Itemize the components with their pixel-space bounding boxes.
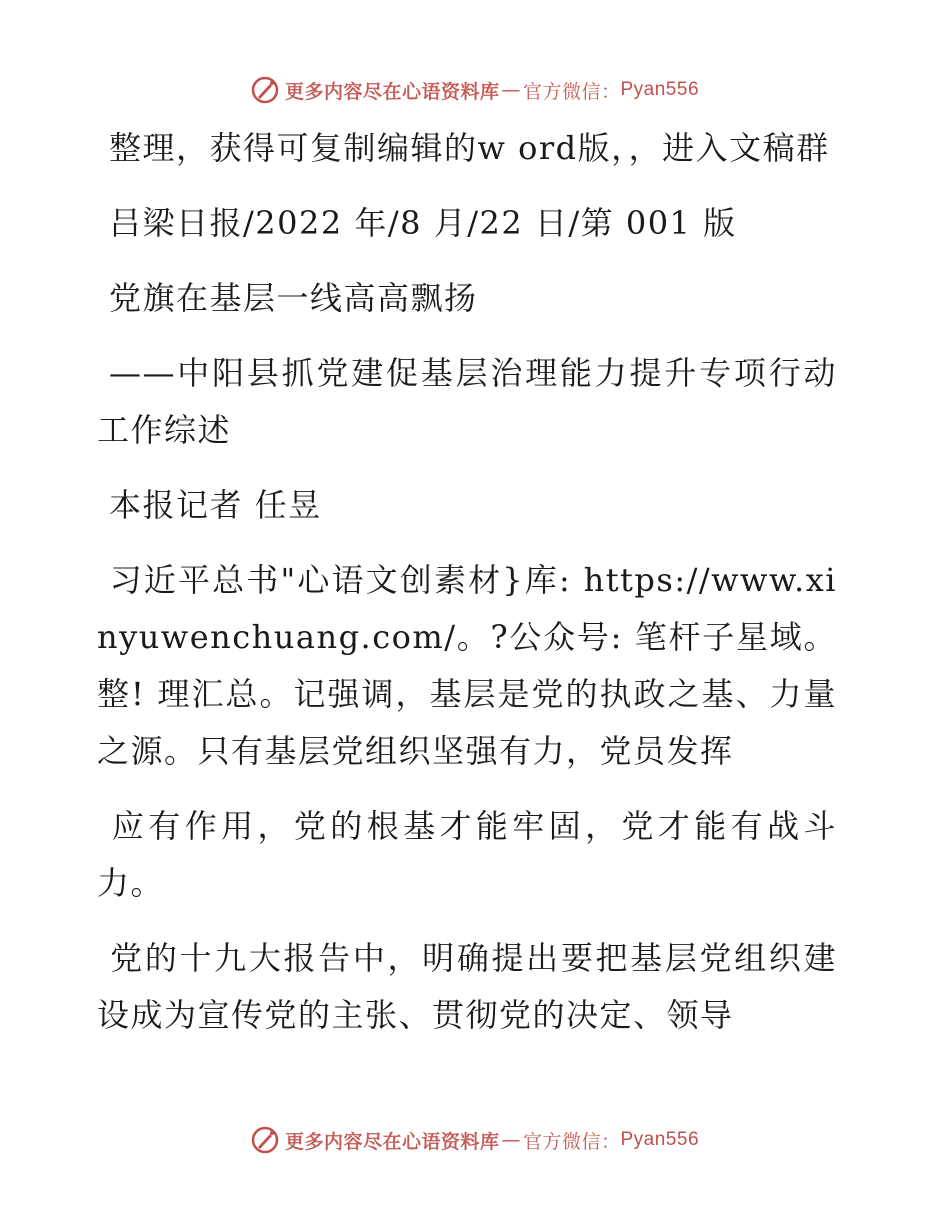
- paragraph-intro: [97, 120, 837, 177]
- banner-text: [285, 1127, 699, 1154]
- paragraph-text: 本报记者 任昱: [109, 486, 322, 524]
- paragraph-text: 党的十九大报告中，明确提出要把基层党组织建设成为宣传党的主张、贯彻党的决定、领导: [97, 939, 837, 1034]
- article-subtitle: [97, 345, 837, 459]
- banner-separator: —: [501, 1129, 521, 1151]
- banner-main-text: 更多内容尽在心语资料库: [284, 80, 500, 103]
- banner-wechat-id: Pyan556: [620, 1129, 700, 1150]
- banner-wechat-label: 官方微信：: [522, 1130, 621, 1153]
- banner-wechat-label: 官方微信：: [522, 80, 621, 103]
- article-byline: [97, 477, 837, 534]
- article-title: [97, 270, 837, 327]
- banner-wechat-id: Pyan556: [620, 79, 700, 100]
- pen-logo-icon: [251, 76, 279, 104]
- paragraph-text: ——中阳县抓党建促基层治理能力提升专项行动工作综述: [97, 354, 837, 449]
- pen-logo-icon: [251, 1126, 279, 1154]
- paragraph-text: 吕梁日报/2022 年/8 月/22 日/第 001 版: [109, 204, 737, 242]
- paragraph-body-2: [97, 798, 837, 912]
- header-watermark-banner: [0, 70, 950, 110]
- paragraph-source: [97, 195, 837, 252]
- paragraph-body-1: [97, 552, 837, 780]
- paragraph-text: 应有作用，党的根基才能牢固，党才能有战斗力。: [97, 807, 837, 902]
- paragraph-body-3: [97, 930, 837, 1044]
- paragraph-text: 整理，获得可复制编辑的w ord版，，进入文稿群: [109, 129, 830, 167]
- banner-text: [285, 77, 699, 104]
- document-body: [97, 120, 837, 1044]
- paragraph-text: 党旗在基层一线高高飘扬: [109, 279, 478, 317]
- banner-main-text: 更多内容尽在心语资料库: [284, 1130, 500, 1153]
- paragraph-text: 习近平总书"心语文创素材}库: https://www.xinyuwenchuang.com/。?公众号: 笔杆子星域。整! 理汇总。记强调，基层是党的执政之基、力量之源。只有基层党组织坚强有力，党员发挥: [97, 561, 837, 770]
- banner-separator: —: [501, 79, 521, 101]
- footer-watermark-banner: [0, 1120, 950, 1160]
